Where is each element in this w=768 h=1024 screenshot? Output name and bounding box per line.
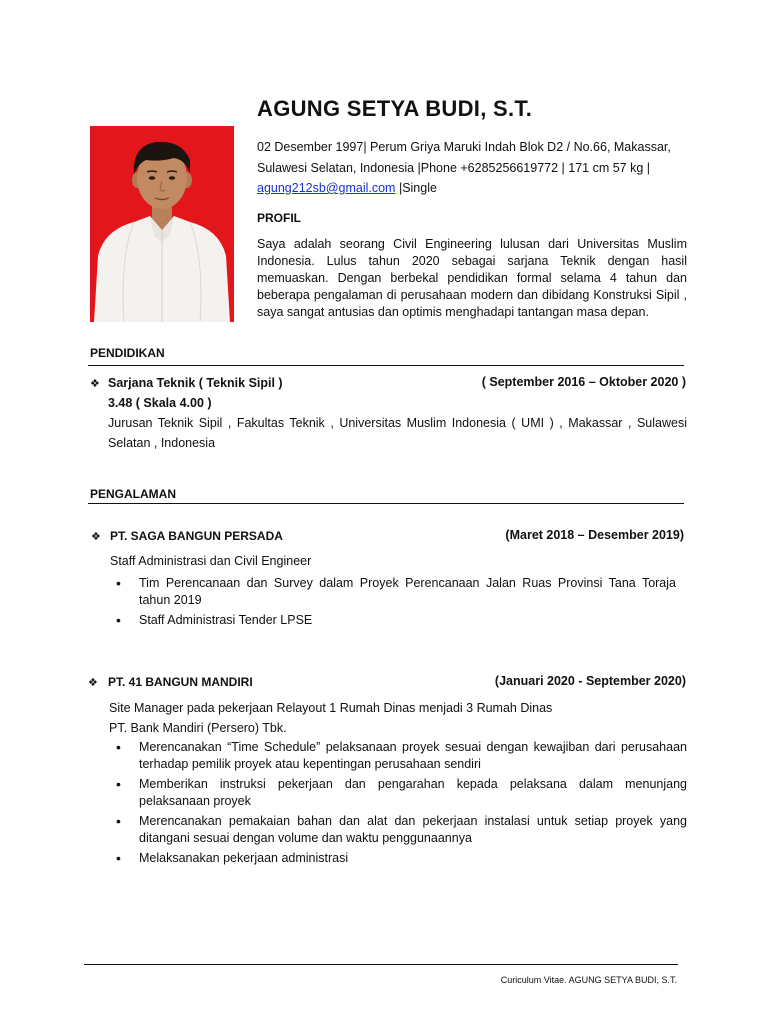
email-link[interactable]: agung212sb@gmail.com — [257, 181, 396, 195]
education-period: ( September 2016 – Oktober 2020 ) — [481, 375, 686, 389]
education-detail-line-1: Jurusan Teknik Sipil , Fakultas Teknik , Universitas Muslim Indonesia ( UMI ) , Makassar , Sulawesi — [108, 416, 687, 430]
job-role: Staff Administrasi dan Civil Engineer — [110, 554, 312, 568]
section-divider — [88, 365, 684, 366]
list-item: • Staff Administrasi Tender LPSE — [110, 612, 676, 629]
diamond-bullet-icon: ❖ — [91, 531, 101, 543]
education-detail-line-2: Selatan , Indonesia — [108, 436, 216, 450]
pengalaman-heading: PENGALAMAN — [90, 487, 176, 501]
profile-photo — [90, 126, 234, 322]
job-period: (Maret 2018 – Desember 2019) — [505, 528, 684, 542]
list-item: • Melaksanakan pekerjaan administrasi — [110, 850, 687, 867]
contact-line-1: 02 Desember 1997| Perum Griya Maruki Indah Blok D2 / No.66, Makassar, — [257, 140, 671, 154]
footer-divider — [84, 964, 678, 965]
contact-line-2: Sulawesi Selatan, Indonesia |Phone +6285256619772 | 171 cm 57 kg | — [257, 160, 651, 175]
list-item: • Memberikan instruksi pekerjaan dan pengarahan kepada pelaksana dalam menunjang pelaksanaan proyek — [110, 776, 687, 810]
section-divider — [88, 503, 684, 504]
footer-text: Curiculum Vitae. AGUNG SETYA BUDI, S.T. — [500, 975, 677, 985]
list-item: • Merencanakan pemakaian bahan dan alat dan pekerjaan instalasi untuk setiap proyek yang ditangani sesuai dengan volume dan waktu penggunaannya — [110, 813, 687, 847]
marital-status: |Single — [395, 181, 437, 195]
contact-info — [257, 137, 687, 199]
job-company: PT. 41 BANGUN MANDIRI — [108, 675, 253, 689]
gpa: 3.48 ( Skala 4.00 ) — [108, 396, 212, 410]
pendidikan-heading: PENDIDIKAN — [90, 346, 165, 360]
list-item: • Merencanakan “Time Schedule” pelaksanaan proyek sesuai dengan kewajiban dari perusahaan terhadap pemilik proyek atau kepentingan perusahaan sendiri — [110, 739, 687, 773]
job-company: PT. SAGA BANGUN PERSADA — [110, 529, 283, 543]
degree-title: Sarjana Teknik ( Teknik Sipil ) — [108, 376, 283, 390]
cv-name: AGUNG SETYA BUDI, S.T. — [257, 96, 533, 121]
list-item: • Tim Perencanaan dan Survey dalam Proyek Perencanaan Jalan Ruas Provinsi Tana Toraja tahun 2019 — [110, 575, 676, 609]
diamond-bullet-icon: ❖ — [90, 378, 100, 390]
job-duties — [110, 575, 676, 632]
diamond-bullet-icon: ❖ — [88, 677, 98, 689]
job-duties — [110, 739, 687, 870]
profil-heading: PROFIL — [257, 211, 301, 225]
job-period: (Januari 2020 - September 2020) — [494, 674, 686, 688]
person-portrait-icon — [90, 126, 234, 322]
job-client: PT. Bank Mandiri (Persero) Tbk. — [109, 721, 287, 735]
profil-text: Saya adalah seorang Civil Engineering lulusan dari Universitas Muslim Indonesia. Lulus tahun 2020 sebagai sarjana Teknik dengan hasil memuaskan. Dengan berbekal pendidikan formal selama 4 tahun dan beberapa pengalaman di perusahaan modern dan dibidang Konstruksi Sipil , saya sangat antusias dan optimis menghadapi tantangan masa depan. — [257, 237, 687, 319]
job-role: Site Manager pada pekerjaan Relayout 1 Rumah Dinas menjadi 3 Rumah Dinas — [109, 701, 553, 715]
